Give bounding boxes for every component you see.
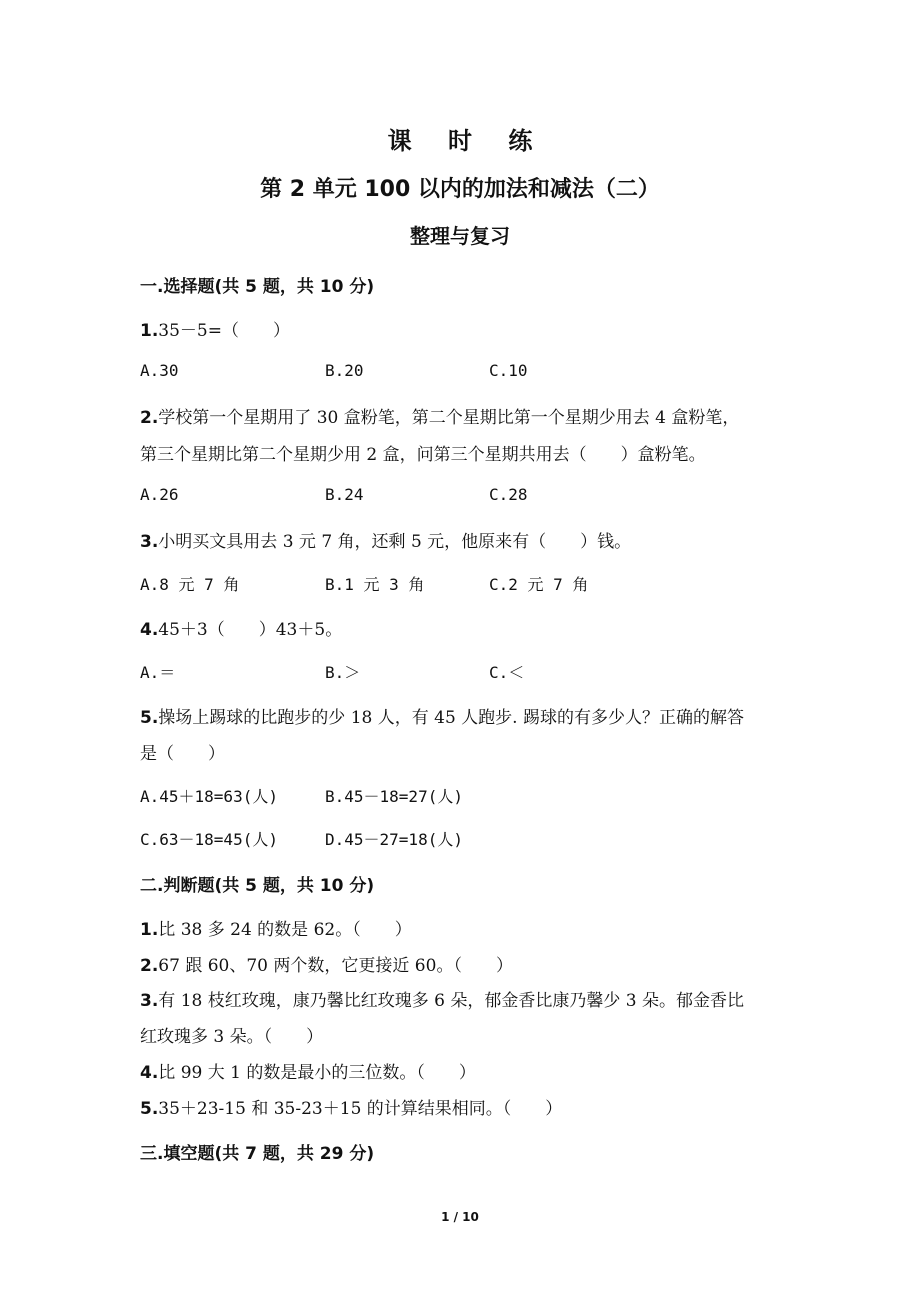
question-text: 比 99 大 1 的数是最小的三位数。（ ） bbox=[158, 1063, 476, 1083]
question-text: 比 38 多 24 的数是 62。（ ） bbox=[158, 920, 412, 940]
option-b: B.24 bbox=[325, 485, 364, 504]
question-1-2 bbox=[140, 403, 739, 428]
option-d: D.45－27=18(人) bbox=[325, 830, 463, 849]
section-heading-choice: 一.选择题(共 5 题，共 10 分) bbox=[140, 277, 375, 297]
option-c: C.2 元 7 角 bbox=[489, 575, 589, 594]
question-number: 4. bbox=[140, 620, 159, 640]
option-b: B.20 bbox=[325, 361, 364, 380]
question-2-2 bbox=[140, 951, 513, 976]
question-2-5 bbox=[140, 1094, 562, 1119]
question-2-1 bbox=[140, 915, 412, 940]
option-c: C.63－18=45(人) bbox=[140, 830, 278, 849]
question-text: 45＋3（ ）43＋5。 bbox=[158, 620, 343, 640]
question-number: 4. bbox=[140, 1063, 159, 1083]
option-b: B.45－18=27(人) bbox=[325, 787, 463, 806]
question-1-3 bbox=[140, 527, 631, 552]
question-1-1 bbox=[140, 316, 290, 341]
question-1-5 bbox=[140, 703, 744, 728]
question-text: 有 18 枝红玫瑰，康乃馨比红玫瑰多 6 朵，郁金香比康乃馨少 3 朵。郁金香比 bbox=[158, 991, 744, 1011]
option-b: B.＞ bbox=[325, 663, 361, 682]
option-a: A.＝ bbox=[140, 663, 176, 682]
question-number: 1. bbox=[140, 321, 159, 341]
unit-title: 第 2 单元 100 以内的加法和减法（二） bbox=[260, 177, 660, 202]
question-number: 2. bbox=[140, 408, 159, 428]
option-c: C.28 bbox=[489, 485, 528, 504]
question-2-3 bbox=[140, 986, 744, 1011]
option-c: C.＜ bbox=[489, 663, 525, 682]
page-title: 课 时 练 bbox=[387, 127, 547, 155]
question-1-4 bbox=[140, 615, 342, 640]
question-number: 2. bbox=[140, 956, 159, 976]
question-text: 操场上踢球的比跑步的少 18 人，有 45 人跑步. 踢球的有多少人？正确的解答 bbox=[158, 708, 744, 728]
question-number: 5. bbox=[140, 1099, 159, 1119]
option-b: B.1 元 3 角 bbox=[325, 575, 425, 594]
section-heading-fill-blank: 三.填空题(共 7 题，共 29 分) bbox=[140, 1144, 375, 1164]
question-number: 3. bbox=[140, 991, 159, 1011]
question-number: 3. bbox=[140, 532, 159, 552]
question-text: 67 跟 60、70 两个数，它更接近 60。（ ） bbox=[158, 956, 513, 976]
option-a: A.26 bbox=[140, 485, 179, 504]
question-number: 5. bbox=[140, 708, 159, 728]
option-a: A.45＋18=63(人) bbox=[140, 787, 278, 806]
question-1-2-line2: 第三个星期比第二个星期少用 2 盒，问第三个星期共用去（ ）盒粉笔。 bbox=[140, 445, 706, 465]
question-text: 35＋23-15 和 35-23＋15 的计算结果相同。（ ） bbox=[158, 1099, 563, 1119]
question-text: 35－5=（ ） bbox=[158, 321, 290, 341]
lesson-subtitle: 整理与复习 bbox=[410, 224, 510, 248]
question-2-4 bbox=[140, 1058, 476, 1083]
option-a: A.30 bbox=[140, 361, 179, 380]
question-text: 学校第一个星期用了 30 盒粉笔，第二个星期比第一个星期少用去 4 盒粉笔， bbox=[158, 408, 740, 428]
question-1-5-line2: 是（ ） bbox=[140, 744, 225, 764]
page-number: 1 / 10 bbox=[441, 1210, 479, 1224]
question-number: 1. bbox=[140, 920, 159, 940]
question-2-3-line2: 红玫瑰多 3 朵。（ ） bbox=[140, 1027, 324, 1047]
option-c: C.10 bbox=[489, 361, 528, 380]
question-text: 小明买文具用去 3 元 7 角，还剩 5 元，他原来有（ ）钱。 bbox=[158, 532, 632, 552]
section-heading-judgment: 二.判断题(共 5 题，共 10 分) bbox=[140, 876, 375, 896]
option-a: A.8 元 7 角 bbox=[140, 575, 240, 594]
